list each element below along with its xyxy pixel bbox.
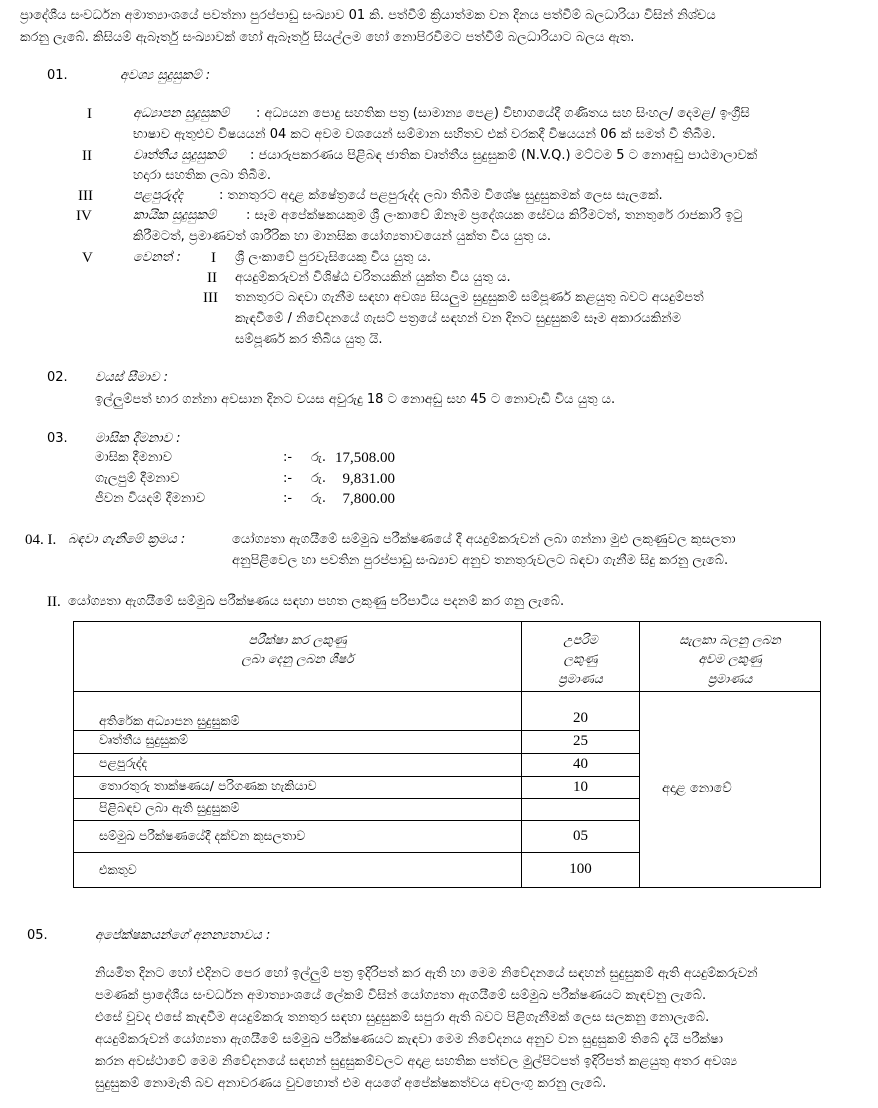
criteria-cell: තොරතුරු තාක්ෂණය/ පරිගණක හැකියාව: [74, 776, 522, 799]
allowance-label: මාසික දීමනාව: [95, 450, 172, 465]
section-04-ii-number: II.: [47, 594, 61, 610]
item-label-education: අධ්‍යාපන සුදුසුකම්: [133, 106, 230, 121]
item-roman: V: [82, 250, 93, 266]
table-row: [74, 692, 821, 731]
total-label: එකතුව: [74, 853, 522, 888]
item-text: හදාරා සහතික ලබා තිබීම.: [133, 168, 272, 183]
section-05-line: එසේ වුවද එසේ කැඳවීම අයදුම්කරු තනතුර සඳහා සුදුසුකම් සපුරා ඇති බවට පිළිගැනීමක් ලෙස සලකනු නොලැබේ.: [95, 1010, 710, 1025]
criteria-cell: වෘත්තීය සුදුසුකම්: [74, 731, 522, 754]
min-cell: අදාළ නොවේ: [640, 692, 821, 888]
criteria-cell: අතිරේක අධ්‍යාපන සුදුසුකම්: [74, 692, 522, 731]
section-03-title: මාසික දීමනාව :: [95, 431, 181, 446]
max-cell: [522, 799, 640, 821]
max-cell: 20: [522, 692, 640, 731]
total-value: 100: [522, 853, 640, 888]
allowance-sep: :-: [283, 491, 293, 506]
item-label-professional: වෘත්තීය සුදුසුකම්: [133, 148, 226, 163]
section-05-title: අපේක්ෂකයන්ගේ අනන්‍යතාවය :: [95, 928, 271, 943]
sub-roman: III: [203, 290, 218, 306]
allowance-label: ගැලපුම් දීමනාව: [95, 471, 180, 486]
allowance-currency: රු.: [311, 471, 327, 486]
allowance-sep: :-: [283, 450, 293, 465]
allowance-sep: :-: [283, 471, 293, 486]
header-text: සැලකා බලනු ලබන: [679, 632, 781, 647]
section-05-line: සුදුසුකම් නොමැති බව අනාවරණය වුවහොත් එම අයගේ අපේක්ෂකත්වය අවලංගු කරනු ලැබේ.: [95, 1076, 607, 1091]
header-text: ලබා දෙනු ලබන ශීර්ෂ: [241, 651, 354, 667]
max-cell: 25: [522, 731, 640, 754]
section-05-line: කරන අවස්ථාවේ මෙම නිවේදනයේ සඳහන් සුදුසුකම්වලට අදාළ සහතික පත්වල මුල්පිටපත් ඉදිරිපත් කළයුතු අතර අවශ්‍ය: [95, 1054, 738, 1069]
sub-roman: II: [207, 270, 217, 286]
header-text: ලකුණු: [563, 651, 598, 667]
section-02-number: 02.: [47, 370, 68, 385]
sub-text: තනතුරට බඳවා ගැනීම සඳහා අවශ්‍ය සියලුම සුදුසුකම් සම්පූර්ණ කළයුතු බවට අයදුම්පත්: [235, 290, 704, 305]
allowance-amount: 17,508.00: [335, 450, 395, 466]
allowance-label: ජීවන වියදම් දීමනාව: [95, 491, 206, 506]
criteria-cell: සම්මුඛ පරීක්ෂණයේදී දක්වන කුසලතාව: [74, 821, 522, 853]
max-cell: 05: [522, 821, 640, 853]
sub-text: කැඳවීමේ / නිවේදනයේ ගැසට් පත්‍රයේ සඳහන් වන දිනට සුදුසුකම් සෑම අකාරයකින්ම: [235, 311, 682, 326]
section-01-title: අවශ්‍ය සුදුසුකම් :: [120, 68, 211, 83]
section-04-number: 04. I.: [25, 532, 57, 548]
item-roman: II: [82, 148, 92, 164]
item-text: : ජයාරුපකරණය පිළිබඳ ජාතික වෘත්තීය සුදුසුකම් (N.V.Q.) මට්ටම 5 ට නොඅඩු පාඨමාලාවක්: [250, 148, 758, 163]
criteria-cell: පළපුරුද්ද: [74, 753, 522, 776]
section-02-title: වයස් සීමාව :: [95, 370, 169, 385]
section-05-line: නියමිත දිනට හෝ එදිනට පෙර හෝ ඉල්ලුම් පත්‍ර ඉදිරිපත් කර ඇති හා මෙම නිවේදනයේ සඳහන් සුදුසුකම් ඇති අයදුම්කරුවන්: [95, 966, 758, 981]
item-text: භාෂාව ඇතුළුව විෂයයන් 04 කට අවම වශයෙන් සම්මාන සහිතව එක් වරකදී විෂයයන් 06 ක් සමත් වී තිබීම.: [133, 127, 716, 142]
section-02-text: ඉල්ලුම්පත් භාර ගන්නා අවසාන දිනට වයස අවුරුදු 18 ට නොඅඩු සහ 45 ට නොවැඩි විය යුතු ය.: [95, 392, 616, 407]
section-04-title: බඳවා ගැනීමේ ක්‍රමය :: [68, 532, 186, 547]
sub-text: ශ්‍රී ලංකාවේ පුරවැසියෙකු විය යුතු ය.: [235, 250, 432, 265]
section-05-number: 05.: [27, 928, 48, 943]
header-text: ප්‍රමාණය: [707, 670, 753, 686]
section-05-line: අයදුම්කරුවන් යෝග්‍යතා ඇගයීමේ සම්මුඛ පරීක්ෂණයට කැඳවා මෙම නිවේදනය අනුව වන සුදුසුකම් තිබේ දැයි පරීක්ෂා: [95, 1032, 724, 1047]
item-text: කිරීමටත්, ප්‍රමාණවත් ශාරීරික හා මානසික යෝග්‍යතාවයෙන් යුක්ත විය යුතු ය.: [133, 229, 552, 244]
item-label-experience: පළපුරුද්ද: [133, 188, 183, 203]
item-label-other: වෙනත් :: [133, 250, 181, 265]
max-cell: 10: [522, 776, 640, 799]
section-01-number: 01.: [47, 68, 68, 83]
item-label-physical: කායික සුදුසුකම්: [133, 208, 217, 223]
header-text: පරීක්ෂා කර ලකුණු: [248, 632, 347, 647]
item-roman: I: [87, 106, 92, 122]
item-roman: IV: [76, 208, 92, 224]
sub-text: සම්පූර්ණ කර තිබිය යුතු යි.: [235, 332, 383, 347]
header-text: ප්‍රමාණය: [558, 670, 603, 686]
max-cell: 40: [522, 753, 640, 776]
section-04-text: අනුපිළිවෙල හා පවතින පුරප්පාඩු සංඛ්‍යාව අනුව තනතුරුවලට බඳවා ගැනීම සිදු කරනු ලැබේ.: [232, 553, 729, 568]
sub-text: අයදුම්කරුවන් විශිෂ්ඨ චරිතයකින් යුක්ත විය යුතු ය.: [235, 270, 511, 285]
criteria-cell: පිළිබඳව ලබා ඇති සුදුසුකම්: [74, 799, 522, 821]
item-roman: III: [78, 188, 93, 204]
header-criteria: [74, 622, 522, 692]
marks-table: [73, 621, 821, 888]
intro-line-2: කරනු ලැබේ. කිසියම් ඇබෑර්තු සංඛ්‍යාවක් හෝ ඇබෑර්තු සියල්ලම හෝ නොපිරවීමට පත්වීම් බලධාරියාට බලය ඇත.: [20, 30, 635, 45]
header-max-marks: [522, 622, 640, 692]
item-text: : තනතුරට අදාළ ක්ෂේත්‍රයේ පළපුරුද්ද ලබා තිබීම විශේෂ සුදුසුකමක් ලෙස සැලකේ.: [219, 188, 663, 203]
allowance-amount: 9,831.00: [342, 471, 395, 487]
item-text: : අධ්‍යයන පොදු සහතික පත්‍ර (සාමාන්‍ය පෙළ) විභාගයේදී ගණිතය සහ සිංහල/ දෙමළ/ ඉංග්‍රීසි: [256, 106, 750, 121]
item-text: : සෑම අපේක්ෂකයකුම ශ්‍රී ලංකාවේ ඕනෑම ප්‍රදේශයක සේවය කිරීමටත්, තනතුරේ රාජකාරි ඉටු: [246, 208, 743, 223]
header-min-marks: [640, 622, 821, 692]
intro-line-1: ප්‍රාදේශීය සංවර්ධන අමාත්‍යාංශයේ පවත්නා පුරප්පාඩු සංඛ්‍යාව 01 කි. පත්වීම් ක්‍රියාත්මක වන දිනය පත්වීම් බලධාරියා විසින් නිශ්චය: [20, 8, 716, 23]
section-04-text: යෝග්‍යතා ඇගයීමේ සම්මුඛ පරීක්ෂණයේ දී අයදුම්කරුවන් ලබා ගන්නා මුළු ලකුණුවල කුසලතා: [232, 532, 736, 547]
header-text: උපරිම: [563, 632, 598, 647]
section-03-number: 03.: [47, 431, 68, 446]
allowance-amount: 7,800.00: [342, 491, 395, 507]
sub-roman: I: [211, 250, 216, 266]
section-04-ii-text: යෝග්‍යතා ඇගයීමේ සම්මුඛ පරීක්ෂණය සඳහා පහත ලකුණු පරිපාටිය පදනම් කර ගනු ලැබේ.: [68, 594, 565, 609]
header-text: අවම ලකුණු: [698, 651, 762, 667]
section-05-line: පමණක් ප්‍රාදේශීය සංවර්ධන අමාත්‍යාංශයේ ලේකම් විසින් යෝග්‍යතා ඇගයීමේ සම්මුඛ පරීක්ෂණයට කැඳවනු ලැබේ.: [95, 988, 707, 1003]
allowance-currency: රු.: [311, 450, 327, 465]
allowance-currency: රු.: [311, 491, 327, 506]
